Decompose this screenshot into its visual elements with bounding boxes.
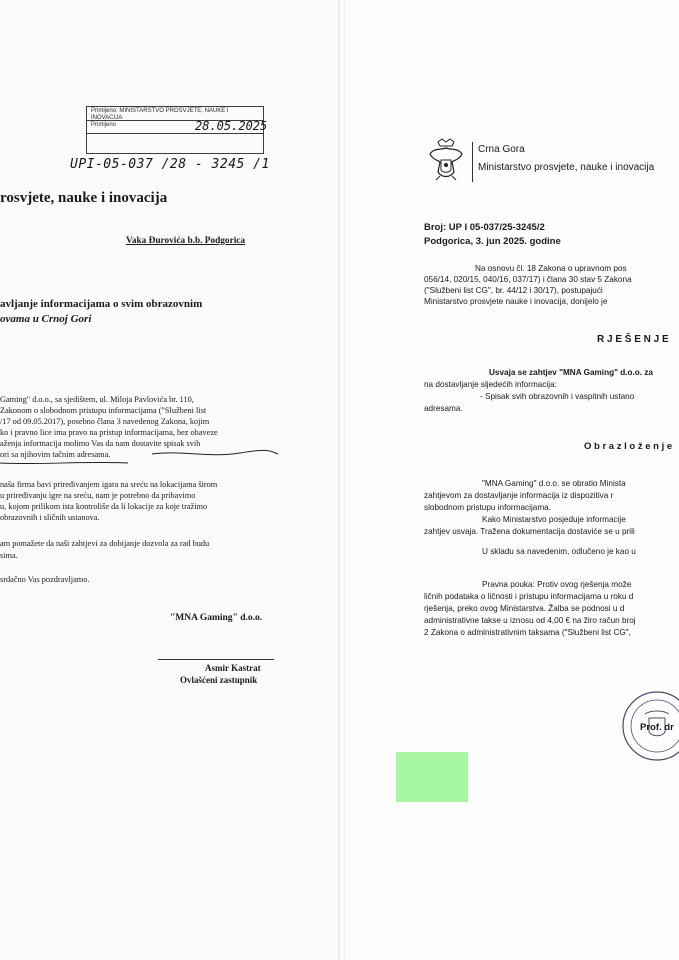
request-paragraph-line: Gaming" d.o.o., sa sjedištem, ul. Miloja Pavlovića br. 110, (0, 395, 194, 404)
header-divider (472, 142, 473, 182)
reasoning-line: "MNA Gaming" d.o.o. se obratio Minista (482, 479, 626, 488)
handwritten-underline (0, 459, 130, 467)
subject-line-2: ovama u Crnoj Gori (0, 313, 92, 325)
purpose-paragraph-line: u, kojom prilikom ista kontroliše da li lokacije za koje tražimo (0, 502, 208, 511)
closing-paragraph-line: am pomažete da naši zahtjevi za dobijanje dozvola za rad budu (0, 539, 210, 548)
signature-text: Prof. dr (640, 722, 674, 733)
request-paragraph-line: ko i pravno lice ima pravo na pristup informacijama, bez obaveze (0, 428, 218, 437)
closing-paragraph-line: sima. (0, 551, 18, 560)
purpose-paragraph-line: obrazovnih i sličnih ustanova. (0, 513, 100, 522)
legal-notice-line: Pravna pouka: Protiv ovog rješenja može (482, 580, 632, 589)
decision-line: na dostavljanje sljedećih informacija: (424, 380, 557, 389)
signer-role: Ovlašćeni zastupnik (180, 675, 258, 685)
stamp-received-label: Primljeno (91, 122, 117, 128)
decision-title: R J E Š E N J E (597, 334, 669, 345)
reasoning-line: Kako Ministarstvo posjeduje informacije (482, 515, 626, 524)
purpose-paragraph-line: naša firma bavi priređivanjem igara na sreću na lokacijama širom (0, 480, 218, 489)
intro-line: 056/14, 020/15, 040/16, 037/17) i člana 30 stav 5 Zakona (424, 275, 632, 284)
company-name: "MNA Gaming" d.o.o. (170, 613, 263, 623)
legal-notice-line: 2 Zakona o administrativnim taksama ("Službeni list CG", (424, 628, 631, 637)
signer-name: Asmir Kastrat (205, 663, 261, 673)
purpose-paragraph-line: u priređivanju igre na sreću, nam je potrebno da pribavimo (0, 491, 196, 500)
intro-line: Na osnovu čl. 18 Zakona o upravnom pos (475, 264, 627, 273)
received-stamp (86, 106, 268, 154)
decision-line: Usvaja se zahtjev "MNA Gaming" d.o.o. za (489, 368, 653, 377)
organization-address: Vaka Đurovića b.b. Podgorica (126, 236, 246, 246)
request-paragraph-line: aženja informacija molimo Vas da nam dostavite spisak svih (0, 439, 201, 448)
reference-number: Broj: UP I 05-037/25-3245/2 (424, 222, 545, 233)
coat-of-arms-icon (426, 138, 466, 184)
reasoning-line: zahtjevom za dostavljanje informacija iz dispozitiva r (424, 491, 614, 500)
intro-line: Ministarstvo prosvjete nauke i inovacija, donijelo je (424, 297, 608, 306)
subject-line-1: avljanje informacijama o svim obrazovnim (0, 298, 203, 310)
legal-notice-line: ličnih podataka o ličnosti i pristupu informacijama u roku d (424, 592, 634, 601)
redaction-highlight (396, 752, 468, 802)
request-paragraph-line: Zakonom o slobodnom pristupu informacijama ("Službeni list (0, 406, 207, 415)
decision-line: adresama. (424, 404, 463, 413)
intro-line: ("Službeni list CG", br. 44/12 i 30/17), postupajući (424, 286, 603, 295)
document-date: Podgorica, 3. jun 2025. godine (424, 236, 561, 247)
reasoning-line: zahtjev usvaja. Tražena dokumentacija dostaviće se u prili (424, 527, 635, 536)
ministry-name: Ministarstvo prosvjete, nauke i inovacija (478, 162, 655, 173)
request-paragraph-line: ori sa njihovim tačnim adresama. (0, 450, 111, 459)
stamp-header: Primljeno: MINISTARSTVO PROSVJETE, NAUKE I INOVACIJA (91, 108, 229, 121)
greeting-line: srdačno Vas pozdravljamo. (0, 575, 90, 584)
handwritten-underline (150, 448, 280, 462)
stamp-date: 28.05.2025 (195, 119, 268, 133)
legal-notice-line: rješenja, preko ovog Ministarstva. Žalba se podnosi u d (424, 604, 625, 613)
organization-name: rosvjete, nauke i inovacija (0, 190, 168, 206)
country-name: Crna Gora (478, 144, 525, 155)
stamp-reference-number: UPI-05-037 /28 - 3245 /1 (70, 157, 270, 172)
conclusion-line: U skladu sa navedenim, odlučeno je kao u (482, 547, 636, 556)
request-paragraph-line: /17 od 09.05.2017), posebno člana 3 navedenog Zakona, kojim (0, 417, 210, 426)
decision-line: - Spisak svih obrazovnih i vaspitnih ustano (480, 392, 635, 401)
legal-notice-line: administrativne takse u iznosu od 4,00 € na žiro račun broj (424, 616, 636, 625)
signature-line (158, 659, 274, 660)
reasoning-line: slobodnom pristupu informacijama. (424, 503, 551, 512)
reasoning-title: O b r a z l o ž e n j e (584, 441, 673, 452)
